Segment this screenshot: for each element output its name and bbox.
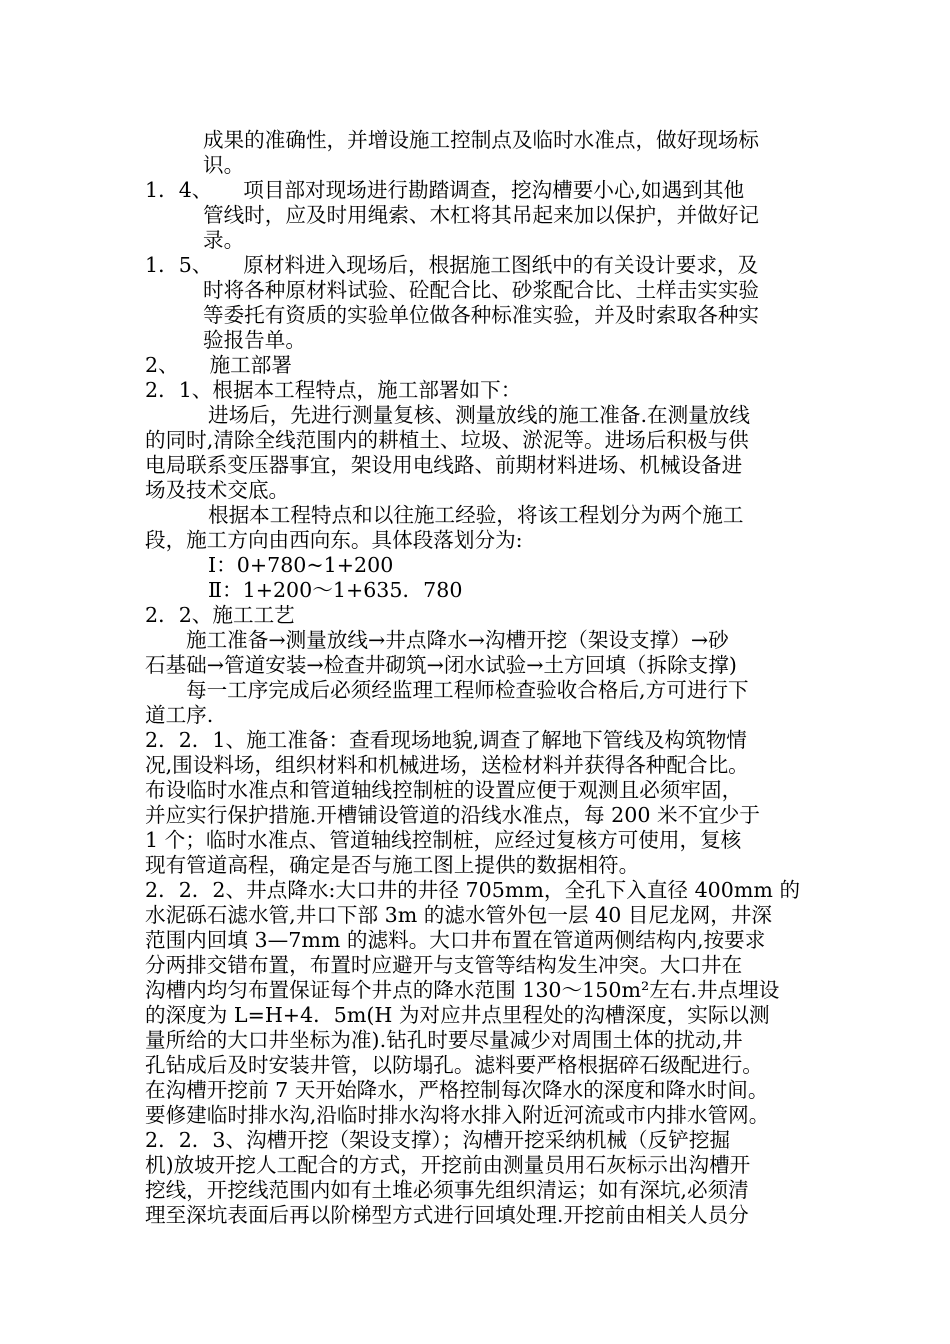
- section-heading-2-1: 2．1、根据本工程特点，施工部署如下：: [145, 378, 522, 402]
- paragraph-line: 沟槽内均匀布置保证每个井点的降水范围 130～150m²左右.井点埋设: [145, 978, 780, 1002]
- text-line: 等委托有资质的实验单位做各种标准实验，并及时索取各种实: [203, 303, 760, 327]
- text-line: 成果的准确性，并增设施工控制点及临时水准点，做好现场标: [203, 128, 760, 152]
- text-line: 录。: [203, 228, 245, 252]
- paragraph-line: 电局联系变压器事宜，架设用电线路、前期材料进场、机械设备进: [145, 453, 743, 477]
- section-heading-1-4: 1．4、 项目部对现场进行勘踏调查，挖沟槽要小心,如遇到其他: [145, 178, 745, 202]
- section-heading-2: 2、 施工部署: [145, 353, 292, 377]
- paragraph-line: 现有管道高程，确定是否与施工图上提供的数据相符。: [145, 853, 640, 877]
- process-flow-line: 石基础→管道安装→检查井砌筑→闭水试验→土方回填（拆除支撑): [145, 653, 737, 677]
- paragraph-line: 孔钻成后及时安装井管，以防塌孔。滤料要严格根据碎石级配进行。: [145, 1053, 763, 1077]
- section-heading-2-2-2: 2．2．2、井点降水:大口井的井径 705mm，全孔下入直径 400mm 的: [145, 878, 801, 902]
- paragraph-line: 量所给的大口井坐标为准).钻孔时要尽量减少对周围土体的扰动,井: [145, 1028, 743, 1052]
- paragraph-line: 况,围设料场，组织材料和机械进场，送检材料并获得各种配合比。: [145, 753, 749, 777]
- paragraph-line: 挖线，开挖线范围内如有土堆必须事先组织清运；如有深坑,必须清: [145, 1178, 749, 1202]
- paragraph-line: 分两排交错布置，布置时应避开与支管等结构发生冲突。大口井在: [145, 953, 743, 977]
- segment-item-2: Ⅱ：1+200～1+635．780: [208, 578, 463, 602]
- segment-item-1: Ⅰ：0+780~1+200: [208, 553, 394, 577]
- section-heading-2-2: 2．2、施工工艺: [145, 603, 295, 627]
- paragraph-line: 布设临时水准点和管道轴线控制桩的设置应便于观测且必须牢固，: [145, 778, 743, 802]
- text-line: 时将各种原材料试验、砼配合比、砂浆配合比、土样击实实验: [203, 278, 760, 302]
- paragraph-line: 每一工序完成后必须经监理工程师检查验收合格后,方可进行下: [186, 678, 749, 702]
- section-heading-1-5: 1．5、 原材料进入现场后，根据施工图纸中的有关设计要求，及: [145, 253, 759, 277]
- paragraph-line: 段，施工方向由西向东。具体段落划分为:: [145, 528, 523, 552]
- paragraph-line: 要修建临时排水沟,沿临时排水沟将水排入附近河流或市内排水管网。: [145, 1103, 770, 1127]
- text-line: 识。: [203, 153, 245, 177]
- paragraph-line: 场及技术交底。: [145, 478, 290, 502]
- paragraph-line: 水泥砾石滤水管,井口下部 3m 的滤水管外包一层 40 目尼龙网，井深: [145, 903, 773, 927]
- paragraph-line: 根据本工程特点和以往施工经验，将该工程划分为两个施工: [208, 503, 744, 527]
- paragraph-line: 机)放坡开挖人工配合的方式，开挖前由测量员用石灰标示出沟槽开: [145, 1153, 751, 1177]
- text-line: 验报告单。: [203, 328, 306, 352]
- paragraph-line: 道工序.: [145, 703, 214, 727]
- paragraph-line: 并应实行保护措施.开槽铺设管道的沿线水准点，每 200 米不宜少于: [145, 803, 760, 827]
- paragraph-line: 的同时,清除全线范围内的耕植土、垃圾、淤泥等。进场后积极与供: [145, 428, 749, 452]
- section-heading-2-2-1: 2．2．1、施工准备：查看现场地貌,调查了解地下管线及构筑物情: [145, 728, 747, 752]
- paragraph-line: 的深度为 L=H+4．5m(H 为对应井点里程处的沟槽深度，实际以测: [145, 1003, 770, 1027]
- paragraph-line: 在沟槽开挖前 7 天开始降水，严格控制每次降水的深度和降水时间。: [145, 1078, 769, 1102]
- text-line: 管线时，应及时用绳索、木杠将其吊起来加以保护，并做好记: [203, 203, 760, 227]
- process-flow-line: 施工准备→测量放线→井点降水→沟槽开挖（架设支撑）→砂: [186, 628, 729, 652]
- paragraph-line: 范围内回填 3—7mm 的滤料。大口井布置在管道两侧结构内,按要求: [145, 928, 766, 952]
- section-heading-2-2-3: 2．2．3、沟槽开挖（架设支撑）；沟槽开挖采纳机械（反铲挖掘: [145, 1128, 731, 1152]
- paragraph-line: 进场后，先进行测量复核、测量放线的施工准备.在测量放线: [208, 403, 750, 427]
- paragraph-line: 1 个；临时水准点、管道轴线控制桩，应经过复核方可使用，复核: [145, 828, 742, 852]
- paragraph-line: 理至深坑表面后再以阶梯型方式进行回填处理.开挖前由相关人员分: [145, 1203, 749, 1227]
